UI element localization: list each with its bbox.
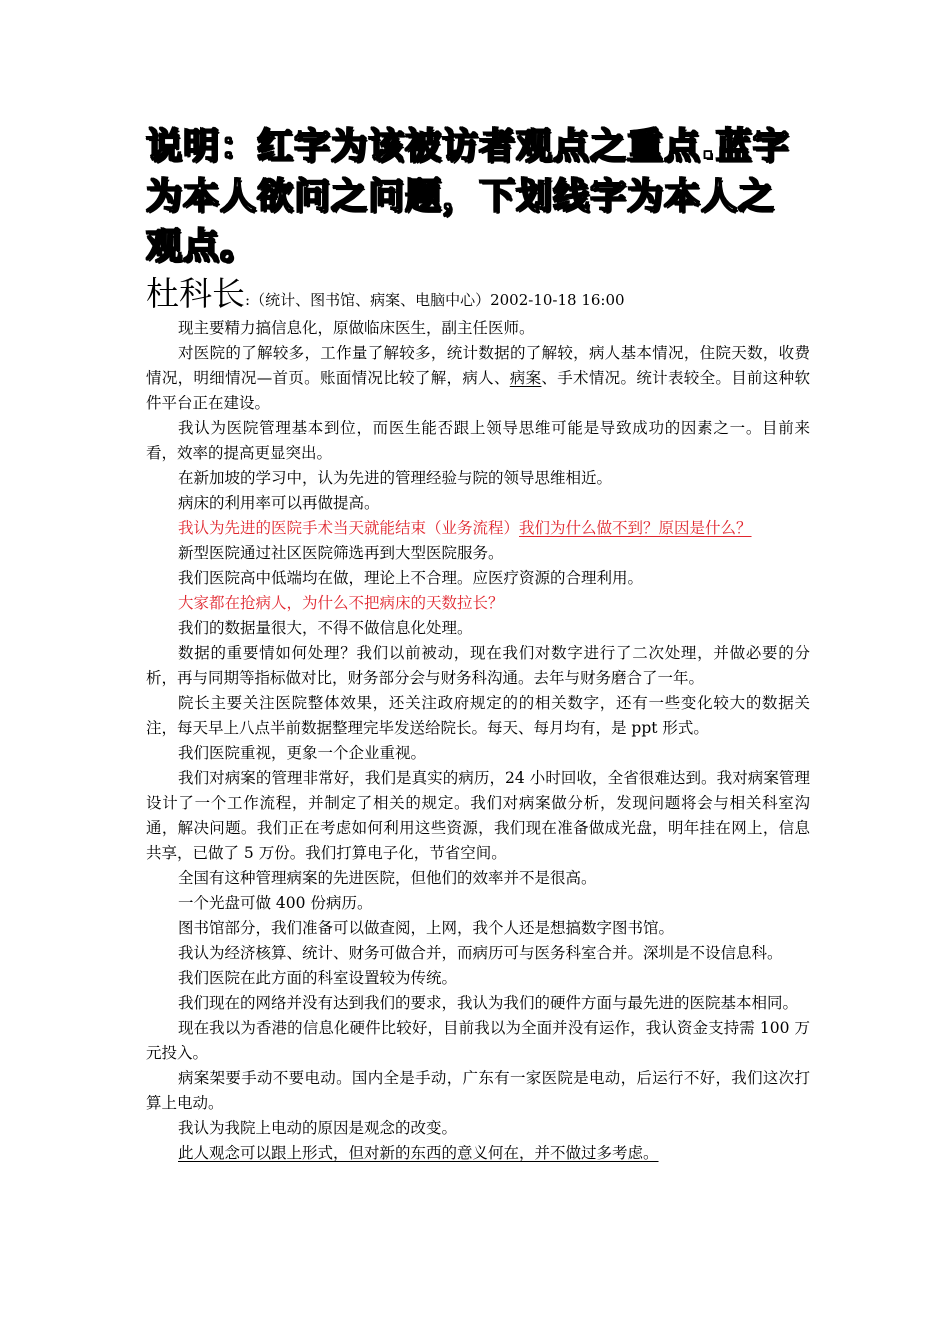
paragraph: 图书馆部分，我们准备可以做查阅，上网，我个人还是想搞数字图书馆。: [178, 919, 675, 937]
paragraph: 我们对病案的管理非常好，我们是真实的病历，24 小时回收，全省很难达到。我对病案管理设计了一个工作流程，并制定了相关的规定。我们对病案做分析，发现问题将会与相关科室沟通，解决问题。我们正在考虑如何利用这些资源，我们现在准备做成光盘，明年挂在网上，信息共享，已做了 5 万份。我们打算电子化，节省空间。: [146, 769, 810, 862]
paragraph: 现在我以为香港的信息化硬件比较好，目前我以为全面并没有运作，我认资金支持需 100 万元投入。: [146, 1019, 810, 1062]
paragraph: 全国有这种管理病案的先进医院，但他们的效率并不是很高。: [178, 869, 597, 887]
interviewee-name: 杜科长: [146, 274, 245, 313]
interview-notes: [146, 316, 810, 1166]
paragraph: 我们现在的网络并没有达到我们的要求，我认为我们的硬件方面与最先进的医院基本相同。: [178, 994, 799, 1012]
instruction-heading: 说明：红字为该被访者观点之重点.蓝字为本人欲问之问题，下划线字为本人之观点。: [146, 126, 790, 267]
paragraph: 我认为我院上电动的原因是观念的改变。: [178, 1119, 458, 1137]
paragraph: 院长主要关注医院整体效果，还关注政府规定的的相关数字，还有一些变化较大的数据关注，每天早上八点半前数据整理完毕发送给院长。每天、每月均有，是 ppt 形式。: [146, 694, 810, 737]
underlined-question: 我们为什么做不到？原因是什么？: [519, 519, 752, 537]
author-opinion-paragraph: 此人观念可以跟上形式，但对新的东西的意义何在，并不做过多考虑。: [178, 1144, 659, 1162]
paragraph: 我认为医院管理基本到位，而医生能否跟上领导思维可能是导致成功的因素之一。目前来看，效率的提高更显突出。: [146, 419, 810, 462]
paragraph: 病案架要手动不要电动。国内全是手动，广东有一家医院是电动，后运行不好，我们这次打算上电动。: [146, 1069, 810, 1112]
paragraph: 现主要精力搞信息化，原做临床医生，副主任医师。: [178, 319, 535, 337]
interviewee-colon: :: [245, 291, 251, 309]
paragraph: 数据的重要情如何处理？我们以前被动，现在我们对数字进行了二次处理，并做必要的分析，再与同期等指标做对比，财务部分会与财务科沟通。去年与财务磨合了一年。: [146, 644, 810, 687]
document-page: [146, 122, 810, 1166]
underlined-term: 病案: [509, 369, 542, 387]
paragraph: 在新加坡的学习中，认为先进的管理经验与院的领导思维相近。: [178, 469, 613, 487]
interviewee-meta: （统计、图书馆、病案、电脑中心）2002-10-18 16:00: [250, 291, 625, 309]
paragraph: 新型医院通过社区医院筛选再到大型医院服务。: [178, 544, 504, 562]
paragraph: 我认为经济核算、统计、财务可做合并，而病历可与医务科室合并。深圳是不设信息科。: [178, 944, 783, 962]
interviewee-header: [146, 274, 810, 314]
key-point-paragraph: 大家都在抢病人，为什么不把病床的天数拉长？: [178, 594, 504, 612]
paragraph: 我们医院高中低端均在做，理论上不合理。应医疗资源的合理利用。: [178, 569, 644, 587]
paragraph: 对医院的了解较多，工作量了解较多，统计数据的了解较，病人基本情况，住院天数，收费情况，明细情况—首页。账面情况比较了解，病人、病案、手术情况。统计表较全。目前这种软件平台正在建设。: [146, 344, 810, 412]
paragraph: 我们的数据量很大，不得不做信息化处理。: [178, 619, 473, 637]
paragraph: 我们医院重视，更象一个企业重视。: [178, 744, 427, 762]
paragraph: 我们医院在此方面的科室设置较为传统。: [178, 969, 458, 987]
paragraph: 一个光盘可做 400 份病历。: [178, 894, 373, 912]
key-point-paragraph: 我认为先进的医院手术当天就能结束（业务流程）我们为什么做不到？原因是什么？: [178, 519, 752, 537]
paragraph: 病床的利用率可以再做提高。: [178, 494, 380, 512]
